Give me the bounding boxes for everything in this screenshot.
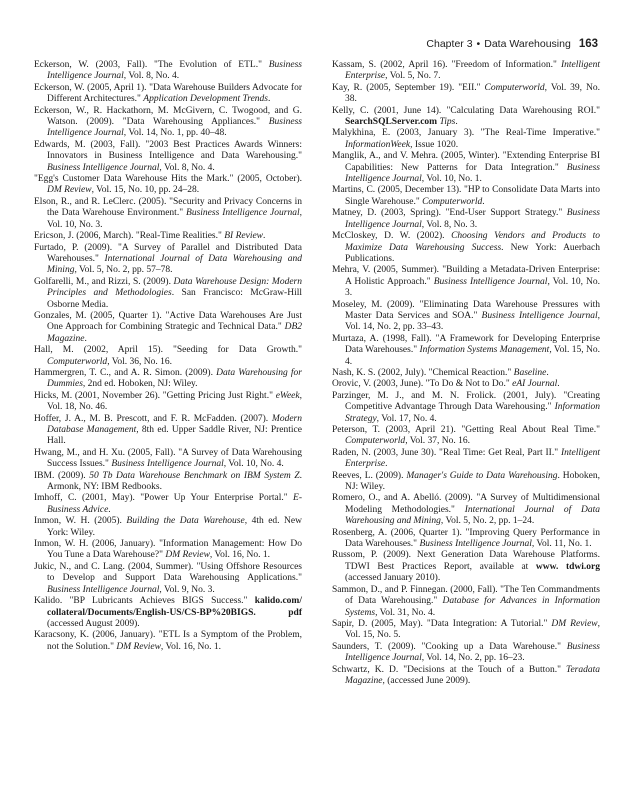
reference-entry: Moseley, M. (2009). "Eliminating Data Warehouse Pressures with Master Data Services and SOA." Business Intelligence Journal, Vol. 14, No. 2, pp. 33–43. [332,299,600,333]
reference-entry: Matney, D. (2003, Spring). "End-User Support Strategy." Business Intelligence Journal, Vol. 8, No. 3. [332,208,600,230]
reference-entry: Schwartz, K. D. "Decisions at the Touch of a Button." Teradata Magazine, (accessed June 2009). [332,664,600,686]
reference-entry: Kalido. "BP Lubricants Achieves BIGS Success." kalido.com/ collateral/Documents/English-US/CS-BP%20BIGS. pdf (accessed August 2009). [34,596,302,629]
reference-entry: Hammergren, T. C., and A. R. Simon. (2009). Data Warehousing for Dummies, 2nd ed. Hoboken, NJ: Wiley. [34,367,302,390]
reference-entry: Sapir, D. (2005, May). "Data Integration: A Tutorial." DM Review, Vol. 15, No. 5. [332,618,600,641]
reference-entry: Russom, P. (2009). Next Generation Data Warehouse Platforms. TDWI Best Practices Report, available at www. tdwi.org (accessed January 2010). [332,550,600,584]
reference-entry: Furtado, P. (2009). "A Survey of Parallel and Distributed Data Warehouses." International Journal of Data Warehousing and Mining, Vol. 5, No. 2, pp. 57–78. [34,242,302,276]
reference-entry: Inmon, W. H. (2005). Building the Data Warehouse, 4th ed. New York: Wiley. [34,516,302,538]
reference-entry: Orovic, V. (2003, June). "To Do & Not to Do." eAI Journal. [332,379,560,390]
reference-entry: Eckerson, W., R. Hackathorn, M. McGivern, C. Twogood, and G. Watson. (2009). "Data Warehousing Appliances." Business Intelligence Journal, Vol. 14, No. 1, pp. 40–48. [34,105,302,139]
reference-entry: Ericson, J. (2006, March). "Real-Time Realities." BI Review. [34,231,266,242]
page-number: 163 [578,38,598,50]
reference-entry: "Egg's Customer Data Warehouse Hits the Mark." (2005, October). DM Review, Vol. 15, No. 10, pp. 24–28. [34,174,302,196]
reference-entry: Golfarelli, M., and Rizzi, S. (2009). Data Warehouse Design: Modern Principles and Methodologies. San Francisco: McGraw-Hill Osborne Media. [34,276,303,310]
reference-entry: Elson, R., and R. LeClerc. (2005). "Security and Privacy Concerns in the Data Warehouse Environment." Business Intelligence Journal, Vol. 10, No. 3. [34,196,302,230]
reference-entry: Hicks, M. (2001, November 26). "Getting Pricing Just Right." eWeek, Vol. 18, No. 46. [34,390,302,413]
reference-entry: Gonzales, M. (2005, Quarter 1). "Active Data Warehouses Are Just One Approach for Combining Strategic and Technical Data." DB2 Magazine. [34,310,302,344]
reference-entry: Manglik, A., and V. Mehra. (2005, Winter). "Extending Enterprise BI Capabilities: New Patterns for Data Integration." Business Intelligence Journal, Vol. 10, No. 1. [332,151,600,185]
reference-entry: Reeves, L. (2009). Manager's Guide to Data Warehousing. Hoboken, NJ: Wiley. [332,470,600,493]
reference-entry: Kassam, S. (2002, April 16). "Freedom of Information." Intelligent Enterprise, Vol. 5, No. 7. [332,60,600,82]
reference-entry: McCloskey, D. W. (2002). Choosing Vendors and Products to Maximize Data Warehousing Success. New York: Auerbach Publications. [332,231,601,264]
header-bullet: • [476,38,481,50]
reference-entry: Nash, K. S. (2002, July). "Chemical Reaction." Baseline. [332,367,549,378]
references-left-column [34,60,302,653]
reference-entry: Murtaza, A. (1998, Fall). "A Framework for Developing Enterprise Data Warehouses." Information Systems Management, Vol. 15, No. 4. [332,333,600,367]
reference-entry: Kay, R. (2005, September 19). "EII." Computerworld, Vol. 39, No. 38. [332,82,600,105]
reference-entry: Rosenberg, A. (2006, Quarter 1). "Improving Query Performance in Data Warehouses." Business Intelligence Journal, Vol. 11, No. 1. [332,527,600,550]
reference-entry: Sammon, D., and P. Finnegan. (2000, Fall). "The Ten Commandments of Data Warehousing." Database for Advances in Information Systems, Vol. 31, No. 4. [332,584,600,618]
chapter-label: Chapter 3 [426,38,473,50]
reference-entry: Inmon, W. H. (2006, January). "Information Management: How Do You Tune a Data Warehouse?" DM Review, Vol. 16, No. 1. [34,539,302,561]
reference-entry: Eckerson, W. (2005, April 1). "Data Warehouse Builders Advocate for Different Architectures." Application Development Trends. [34,82,302,105]
reference-entry: Romero, O., and A. Abelló. (2009). "A Survey of Multidimensional Modeling Methodologies." International Journal of Data Warehousing and Mining, Vol. 5, No. 2, pp. 1–24. [332,493,600,527]
reference-entry: Imhoff, C. (2001, May). "Power Up Your Enterprise Portal." E-Business Advice. [34,493,302,515]
reference-entry: Malykhina, E. (2003, January 3). "The Real-Time Imperative." InformationWeek, Issue 1020. [332,128,600,150]
reference-entry: IBM. (2009). 50 Tb Data Warehouse Benchmark on IBM System Z. Armonk, NY: IBM Redbooks. [34,470,302,493]
reference-entry: Jukic, N., and C. Lang. (2004, Summer). "Using Offshore Resources to Develop and Support Data Warehousing Applications." Business Intelligence Journal, Vol. 9, No. 3. [34,561,302,595]
reference-entry: Saunders, T. (2009). "Cooking up a Data Warehouse." Business Intelligence Journal, Vol. 14, No. 2, pp. 16–23. [332,641,600,664]
reference-entry: Edwards, M. (2003, Fall). "2003 Best Practices Awards Winners: Innovators in Business Intelligence and Data Warehousing." Business Intelligence Journal, Vol. 8, No. 4. [34,139,302,173]
reference-entry: Peterson, T. (2003, April 21). "Getting Real About Real Time." Computerworld, Vol. 37, No. 16. [332,425,600,447]
reference-entry: Kelly, C. (2001, June 14). "Calculating Data Warehousing ROI." SearchSQLServer.com Tips. [332,105,600,128]
references-right-column [332,60,600,687]
reference-entry: Hall, M. (2002, April 15). "Seeding for Data Growth." Computerworld, Vol. 36, No. 16. [34,345,302,367]
reference-entry: Eckerson, W. (2003, Fall). "The Evolution of ETL." Business Intelligence Journal, Vol. 8, No. 4. [34,60,302,82]
reference-entry: Raden, N. (2003, June 30). "Real Time: Get Real, Part II." Intelligent Enterprise. [332,447,600,470]
running-header [426,38,598,50]
section-title: Data Warehousing [484,38,571,50]
reference-entry: Mehra, V. (2005, Summer). "Building a Metadata-Driven Enterprise: A Holistic Approach." Business Intelligence Journal, Vol. 10, No. 3. [332,265,601,299]
reference-entry: Parzinger, M. J., and M. N. Frolick. (2001, July). "Creating Competitive Advantage Through Data Warehousing." Information Strategy, Vol. 17, No. 4. [332,390,600,424]
reference-entry: Hoffer, J. A., M. B. Prescott, and F. R. McFadden. (2007). Modern Database Management, 8th ed. Upper Saddle River, NJ: Prentice Hall. [34,413,302,447]
reference-entry: Karacsony, K. (2006, January). "ETL Is a Symptom of the Problem, not the Solution." DM Review, Vol. 16, No. 1. [34,630,302,652]
reference-entry: Hwang, M., and H. Xu. (2005, Fall). "A Survey of Data Warehousing Success Issues." Business Intelligence Journal, Vol. 10, No. 4. [34,447,302,470]
reference-entry: Martins, C. (2005, December 13). "HP to Consolidate Data Marts into Single Warehouse." Computerworld. [332,185,600,207]
